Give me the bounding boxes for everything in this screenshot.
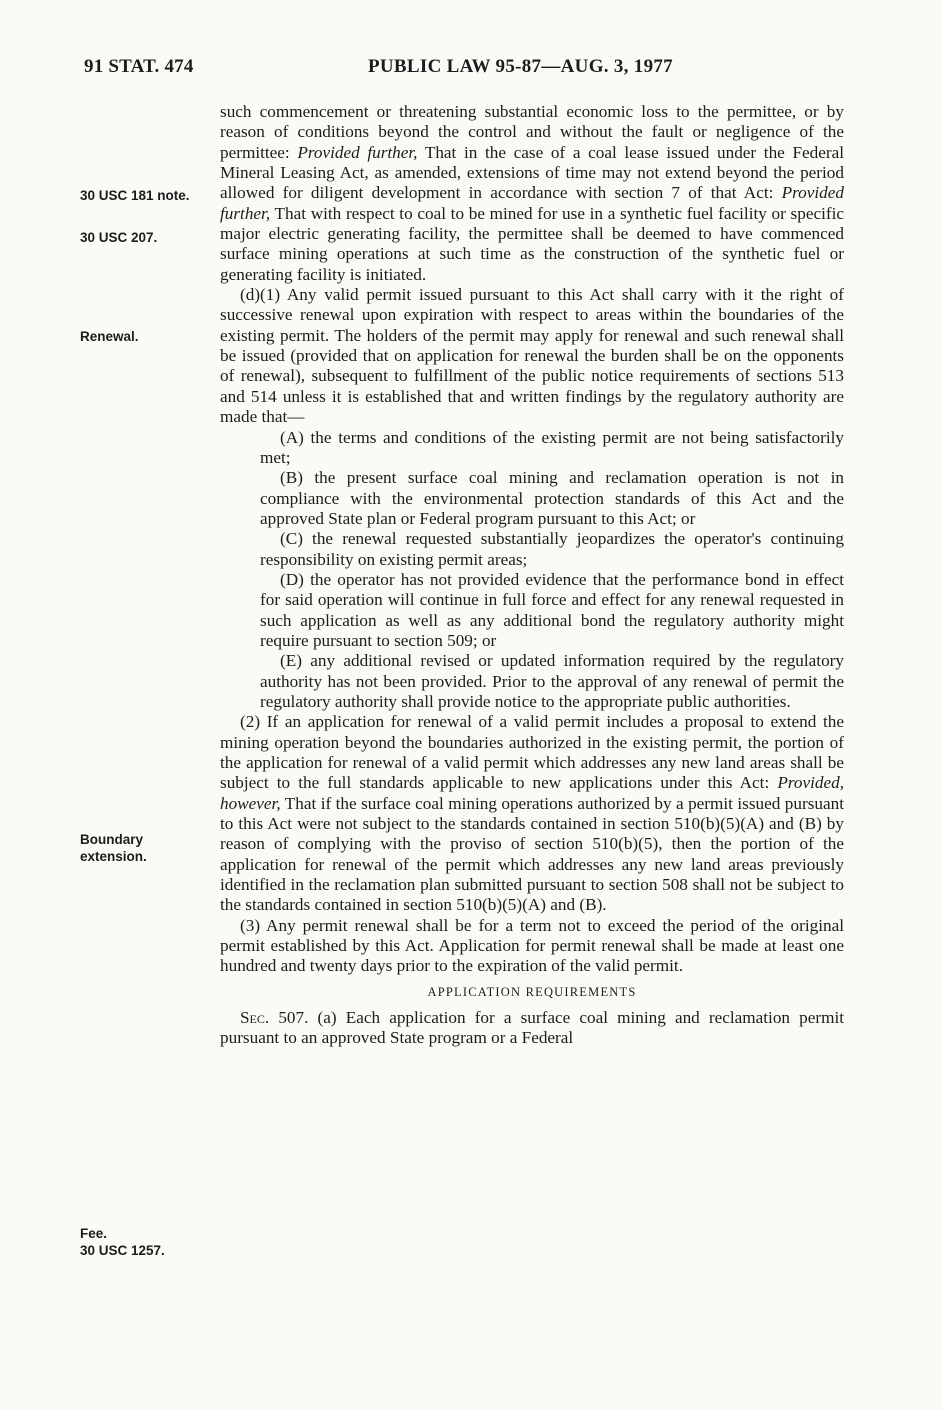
page-header xyxy=(84,56,846,86)
stat-reference: 91 STAT. 474 xyxy=(84,56,194,77)
clause-e: (E) any additional revised or updated information required by the regulatory authority has not been provided. Prior to the approval of any renewal of permit the regulatory authority shall provide notice to the appropriate public authorities. xyxy=(260,651,844,711)
margin-note-fee xyxy=(80,1225,210,1259)
page-title: PUBLIC LAW 95-87—AUG. 3, 1977 xyxy=(368,56,673,77)
paragraph-d1: (d)(1) Any valid permit issued pursuant to this Act shall carry with it the right of successive renewal upon expiration with respect to areas within the boundaries of the existing permit. The holders of the permit may apply for renewal and such renewal shall be issued (provided that on application for renewal the burden shall be on the opponents of renewal), subsequent to fulfillment of the public notice requirements of sections 513 and 514 unless it is established that and written findings by the regulatory authority are made that— xyxy=(220,285,844,427)
text-run: such commencement or threatening substantial economic loss to the permittee, or by reason of conditions beyond the control and without the fault or negligence of the permittee: xyxy=(220,102,844,162)
proviso-italic: Provided further, xyxy=(297,142,418,162)
clause-a: (A) the terms and conditions of the existing permit are not being satisfactorily met; xyxy=(260,427,844,467)
paragraph-d3: (3) Any permit renewal shall be for a term not to exceed the period of the original permit established by this Act. Application for permit renewal shall be made at least one hundred and twenty days prior to the expiration of the valid permit. xyxy=(220,915,844,976)
proviso-italic: Provided further, xyxy=(220,183,844,223)
section-507-paragraph xyxy=(220,1008,844,1049)
margin-note-line: Boundary xyxy=(80,832,144,847)
text-run: 507. (a) Each application for a surface coal mining and reclamation permit pursuant to an approved State program or a Federal xyxy=(220,1008,844,1048)
text-run: That in the case of a coal lease issued under the Federal Mineral Leasing Act, as amended, extensions of time may not extend beyond the period allowed for diligent development in accordance with section 7 of that Act: xyxy=(220,142,844,203)
margin-note-line: extension. xyxy=(80,849,147,864)
text-run: (2) If an application for renewal of a valid permit includes a proposal to extend the mining operation beyond the boundaries authorized in the existing permit, the portion of the application for renewal of a valid permit which addresses any new land areas shall be subject to the full standards applicable to new applications under this Act: xyxy=(220,712,844,793)
paragraph-continuation xyxy=(220,102,844,285)
section-label: Sec. xyxy=(240,1008,270,1028)
margin-note-line: Fee. xyxy=(80,1226,108,1241)
proviso-italic: Provided, however, xyxy=(220,773,844,813)
margin-note-line: 30 USC 1257. xyxy=(80,1243,165,1258)
margin-note-renewal: Renewal. xyxy=(80,329,139,344)
margin-note-usc-181: 30 USC 181 note. xyxy=(80,188,190,203)
body-text xyxy=(220,102,844,1049)
paragraph-d2 xyxy=(220,712,844,915)
clause-c: (C) the renewal requested substantially jeopardizes the operator's continuing responsibility on existing permit areas; xyxy=(260,529,844,569)
text-run: That with respect to coal to be mined for use in a synthetic fuel facility or specific major electric generating facility, the permittee shall be deemed to have commenced surface mining operations at such time as the construction of the synthetic fuel or generating facility is initiated. xyxy=(220,203,844,284)
clause-b: (B) the present surface coal mining and reclamation operation is not in compliance with the environmental protection standards of this Act and the approved State plan or Federal program pursuant to this Act; or xyxy=(260,468,844,528)
text-run: That if the surface coal mining operations authorized by a permit issued pursuant to this Act were not subject to the standards contained in section 510(b)(5)(A) and (B) by reason of complying with the proviso of section 510(b)(5), then the portion of the application for renewal of the permit which addresses any new land areas previously identified in the reclamation plan submitted pursuant to section 508 shall not be subject to the standards contained in section 510(b)(5)(A) and (B). xyxy=(220,793,844,915)
margin-note-boundary-extension xyxy=(80,831,210,865)
section-heading: APPLICATION REQUIREMENTS xyxy=(427,984,637,999)
margin-note-usc-207: 30 USC 207. xyxy=(80,230,158,245)
clause-d: (D) the operator has not provided evidence that the performance bond in effect for said operation will continue in full force and effect for any renewal requested in such application as well as any additional bond the regulatory authority might require pursuant to section 509; or xyxy=(260,569,844,650)
